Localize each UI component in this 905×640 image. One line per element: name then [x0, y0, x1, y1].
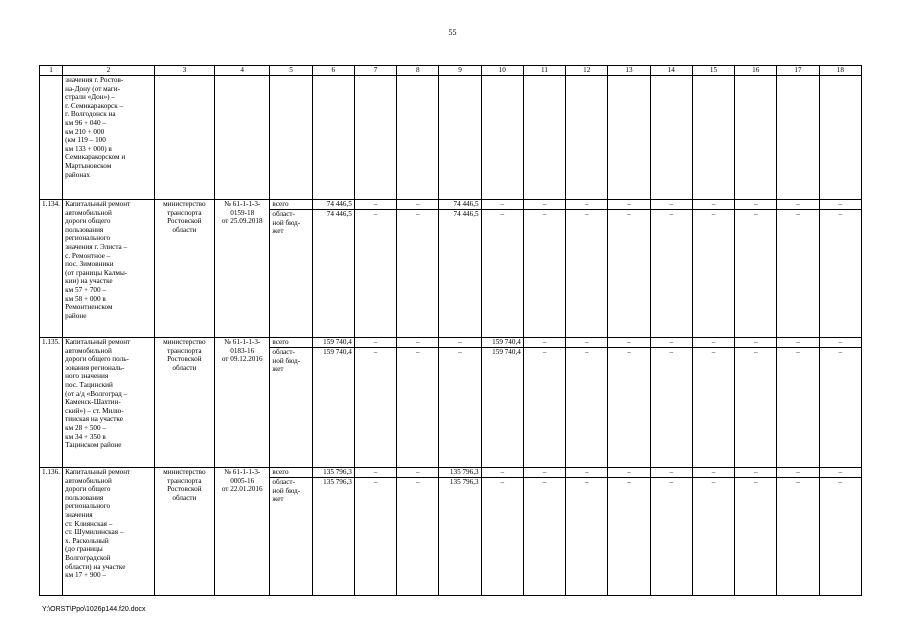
- funding-value: 135 796,3: [312, 468, 354, 478]
- column-number: 15: [692, 66, 734, 76]
- funding-value: –: [735, 468, 777, 478]
- funding-value: –: [439, 338, 481, 348]
- funding-value: –: [650, 348, 692, 468]
- funding-value: 159 740,4: [481, 348, 523, 468]
- funding-value: –: [819, 478, 861, 596]
- column-number: 5: [270, 66, 312, 76]
- funding-value: –: [397, 478, 439, 596]
- column-number-row: [40, 66, 862, 76]
- funding-value: –: [397, 210, 439, 338]
- funding-value: –: [354, 478, 396, 596]
- funding-value: –: [777, 468, 819, 478]
- column-number: 6: [312, 66, 354, 76]
- funding-value: –: [608, 478, 650, 596]
- funding-value: –: [397, 468, 439, 478]
- funding-value: 135 796,3: [439, 478, 481, 596]
- column-number: 17: [777, 66, 819, 76]
- funding-value: –: [650, 200, 692, 210]
- funding-source: всего: [270, 338, 312, 348]
- column-number: 8: [397, 66, 439, 76]
- column-number: 13: [608, 66, 650, 76]
- funding-value: –: [566, 200, 608, 210]
- funding-value: –: [523, 200, 565, 210]
- column-number: 12: [566, 66, 608, 76]
- funding-value: –: [523, 210, 565, 338]
- column-number: 3: [154, 66, 214, 76]
- object-name: Капитальный ремонт автомобильной дороги общего пользования регионального значения ст. Клиянская – ст. Шумилинская – х. Раскольный (до границы Волгоградской области) на участке км 17 + 900 –: [63, 468, 155, 596]
- funding-value: –: [735, 210, 777, 338]
- funding-value: 74 446,5: [312, 210, 354, 338]
- funding-value: –: [692, 338, 734, 348]
- column-number: 4: [215, 66, 270, 76]
- column-number: 16: [735, 66, 777, 76]
- funding-value: –: [692, 348, 734, 468]
- funding-value: –: [439, 348, 481, 468]
- funding-value: –: [735, 348, 777, 468]
- funding-source: всего: [270, 468, 312, 478]
- funding-value: –: [566, 468, 608, 478]
- file-path-footer: Y:\ORST\Ppo\1026p144.f20.docx: [42, 606, 146, 613]
- funding-source: област- ной бюд- жет: [270, 348, 312, 468]
- funding-value: –: [608, 200, 650, 210]
- program-row: [40, 200, 862, 210]
- document-ref: № 61-1-1-3- 0159-18 от 25.09.2018: [215, 200, 270, 338]
- funding-value: –: [481, 210, 523, 338]
- funding-value: –: [819, 200, 861, 210]
- column-number: 10: [481, 66, 523, 76]
- object-name: Капитальный ремонт автомобильной дороги общего поль- зования региональ- ного значения пос. Тацинский (от а/д «Волгоград – Каменск-Шахтин- ский») – ст. Милю- тинская на участке км 28 + 500 – км 34 + 350 в Тацинском районе: [63, 338, 155, 468]
- funding-value: –: [523, 348, 565, 468]
- funding-value: –: [650, 210, 692, 338]
- column-number: 1: [40, 66, 63, 76]
- page-number: 55: [448, 28, 457, 37]
- column-number: 2: [63, 66, 155, 76]
- funding-source: област- ной бюд- жет: [270, 210, 312, 338]
- funding-value: –: [819, 468, 861, 478]
- funding-value: –: [692, 468, 734, 478]
- funding-value: –: [566, 338, 608, 348]
- funding-value: –: [650, 468, 692, 478]
- funding-source: област- ной бюд- жет: [270, 478, 312, 596]
- column-number: 14: [650, 66, 692, 76]
- object-name: Капитальный ремонт автомобильной дороги общего пользования регионального значения г. Элиста – с. Ремонтное – пос. Зимовники (от границы Калмы- кии) на участке км 57 + 700 – км 58 + 000 в Ремонтненском районе: [63, 200, 155, 338]
- continuation-name: значения г. Ростов- на-Дону (от маги- страли «Дон») – г. Семикаракорск – г. Волгодонск на км 96 + 040 – км 210 + 000 (км 119 – 100 км 133 + 000) в Семикаракорском и Мартыновском районах: [63, 76, 155, 200]
- funding-value: –: [819, 348, 861, 468]
- funding-value: –: [354, 200, 396, 210]
- funding-value: –: [354, 348, 396, 468]
- funding-value: –: [692, 210, 734, 338]
- document-ref: № 61-1-1-3- 0005-16 от 22.01.2016: [215, 468, 270, 596]
- funding-value: –: [566, 478, 608, 596]
- program-row: [40, 338, 862, 348]
- funding-value: –: [777, 200, 819, 210]
- funding-value: 135 796,3: [439, 468, 481, 478]
- funding-value: –: [566, 210, 608, 338]
- funding-value: –: [777, 478, 819, 596]
- funding-value: –: [523, 478, 565, 596]
- funding-value: –: [354, 338, 396, 348]
- funding-value: –: [777, 210, 819, 338]
- funding-value: –: [354, 468, 396, 478]
- funding-value: –: [692, 200, 734, 210]
- funding-value: –: [650, 338, 692, 348]
- funding-value: 74 446,5: [439, 210, 481, 338]
- funding-value: –: [735, 478, 777, 596]
- funding-value: –: [523, 468, 565, 478]
- funding-value: –: [735, 338, 777, 348]
- funding-value: –: [481, 200, 523, 210]
- funding-value: –: [819, 338, 861, 348]
- funding-value: –: [650, 478, 692, 596]
- column-number: 11: [523, 66, 565, 76]
- funding-value: 135 796,3: [312, 478, 354, 596]
- program-table: [39, 65, 862, 596]
- funding-value: –: [692, 478, 734, 596]
- program-row: [40, 468, 862, 478]
- executor: министерство транспорта Ростовской области: [154, 468, 214, 596]
- funding-value: –: [397, 348, 439, 468]
- funding-value: 74 446,5: [439, 200, 481, 210]
- column-number: 9: [439, 66, 481, 76]
- funding-value: 74 446,5: [312, 200, 354, 210]
- funding-value: –: [354, 210, 396, 338]
- document-ref: № 61-1-1-3- 0183-16 от 09.12.2016: [215, 338, 270, 468]
- funding-value: –: [397, 338, 439, 348]
- continuation-row: [40, 76, 862, 200]
- funding-value: –: [777, 348, 819, 468]
- funding-source: всего: [270, 200, 312, 210]
- column-number: 18: [819, 66, 861, 76]
- executor: министерство транспорта Ростовской области: [154, 200, 214, 338]
- funding-value: –: [566, 348, 608, 468]
- funding-value: –: [481, 468, 523, 478]
- funding-value: 159 740,4: [312, 338, 354, 348]
- funding-value: –: [481, 478, 523, 596]
- funding-value: –: [608, 210, 650, 338]
- column-number: 7: [354, 66, 396, 76]
- funding-value: –: [777, 338, 819, 348]
- funding-value: –: [735, 200, 777, 210]
- row-number: 1.135.: [40, 338, 63, 468]
- row-number: 1.134.: [40, 200, 63, 338]
- funding-value: –: [608, 348, 650, 468]
- funding-value: –: [608, 338, 650, 348]
- funding-value: –: [397, 200, 439, 210]
- funding-value: –: [608, 468, 650, 478]
- funding-value: 159 740,4: [312, 348, 354, 468]
- funding-value: 159 740,4: [481, 338, 523, 348]
- funding-value: –: [523, 338, 565, 348]
- funding-value: –: [819, 210, 861, 338]
- executor: министерство транспорта Ростовской области: [154, 338, 214, 468]
- row-number: 1.136.: [40, 468, 63, 596]
